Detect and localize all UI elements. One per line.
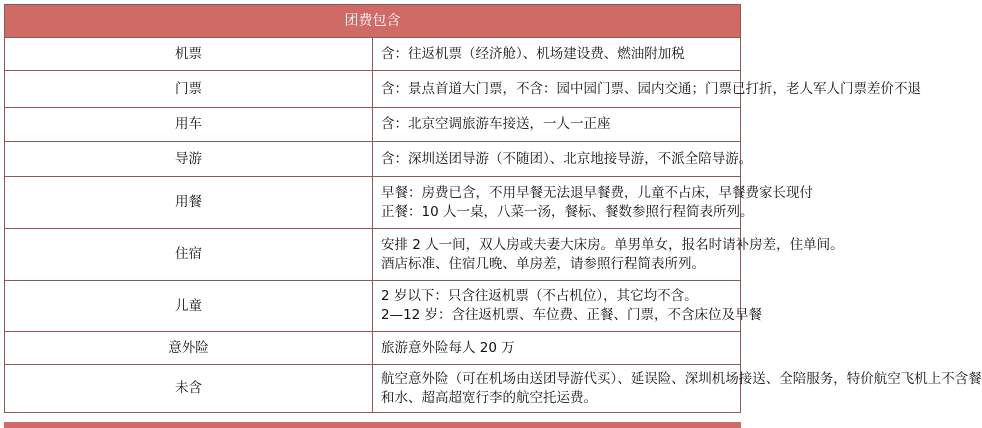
row-value-children bbox=[373, 281, 763, 332]
row-label-flight: 机票 bbox=[5, 38, 373, 71]
row-label-insurance: 意外险 bbox=[5, 332, 373, 365]
row-label-transport: 用车 bbox=[5, 108, 373, 142]
row-text-line: 2—12 岁：含往返机票、车位费、正餐、门票，不含床位及早餐 bbox=[381, 307, 763, 323]
row-text-line: 正餐：10 人一桌，八菜一汤，餐标、餐数参照行程简表所列。 bbox=[381, 203, 754, 220]
row-value-excluded bbox=[373, 365, 982, 413]
row-label-lodging: 住宿 bbox=[5, 229, 373, 281]
row-label-excluded: 未含 bbox=[5, 365, 373, 413]
row-value-flight bbox=[373, 38, 741, 71]
table-row bbox=[5, 108, 741, 142]
row-text-line: 含：往返机票（经济舱）、机场建设费、燃油附加税 bbox=[381, 45, 685, 62]
row-text-line: 含：深圳送团导游（不随团）、北京地接导游，不派全陪导游。 bbox=[381, 150, 753, 167]
row-text-line: 酒店标准、住宿几晚、单房差，请参照行程简表所列。 bbox=[381, 255, 705, 272]
row-value-guide bbox=[373, 142, 753, 177]
row-text-line: 安排 2 人一间，双人房或夫妻大床房。单男单女，报名时请补房差，住单间。 bbox=[381, 236, 844, 253]
row-value-insurance bbox=[373, 332, 741, 365]
row-value-tickets bbox=[373, 71, 921, 108]
table-row bbox=[5, 281, 741, 332]
row-text-line: 含：北京空调旅游车接送，一人一正座 bbox=[381, 116, 611, 132]
row-label-guide: 导游 bbox=[5, 142, 373, 177]
table-row bbox=[5, 71, 741, 108]
bottom-accent-band bbox=[4, 422, 741, 428]
table-row bbox=[5, 229, 741, 281]
table-title: 团费包含 bbox=[5, 5, 741, 38]
row-text-line: 和水、超高超宽行李的航空托运费。 bbox=[381, 389, 597, 406]
row-text-line: 早餐：房费已含，不用早餐无法退早餐费，儿童不占床，早餐费家长现付 bbox=[381, 184, 813, 201]
row-text-line: 旅游意外险每人 20 万 bbox=[381, 339, 515, 356]
row-text-line: 航空意外险（可在机场由送团导游代买）、延误险、深圳机场接送、全陪服务，特价航空飞机上不含餐 bbox=[381, 370, 982, 387]
inclusion-table bbox=[4, 4, 982, 413]
row-value-lodging bbox=[373, 229, 844, 281]
row-value-meals bbox=[373, 177, 813, 229]
table-header-row bbox=[5, 5, 741, 38]
row-text-line: 2 岁以下：只含往返机票（不占机位），其它均不含。 bbox=[381, 288, 698, 304]
row-label-children: 儿童 bbox=[5, 281, 373, 332]
row-label-meals: 用餐 bbox=[5, 177, 373, 229]
table-row bbox=[5, 177, 741, 229]
table-row bbox=[5, 365, 741, 413]
row-label-tickets: 门票 bbox=[5, 71, 373, 108]
table-row bbox=[5, 38, 741, 71]
row-value-transport bbox=[373, 108, 741, 142]
table-row bbox=[5, 142, 741, 177]
row-text-line: 含：景点首道大门票，不含：园中园门票、园内交通；门票已打折，老人军人门票差价不退 bbox=[381, 80, 921, 97]
table-row bbox=[5, 332, 741, 365]
